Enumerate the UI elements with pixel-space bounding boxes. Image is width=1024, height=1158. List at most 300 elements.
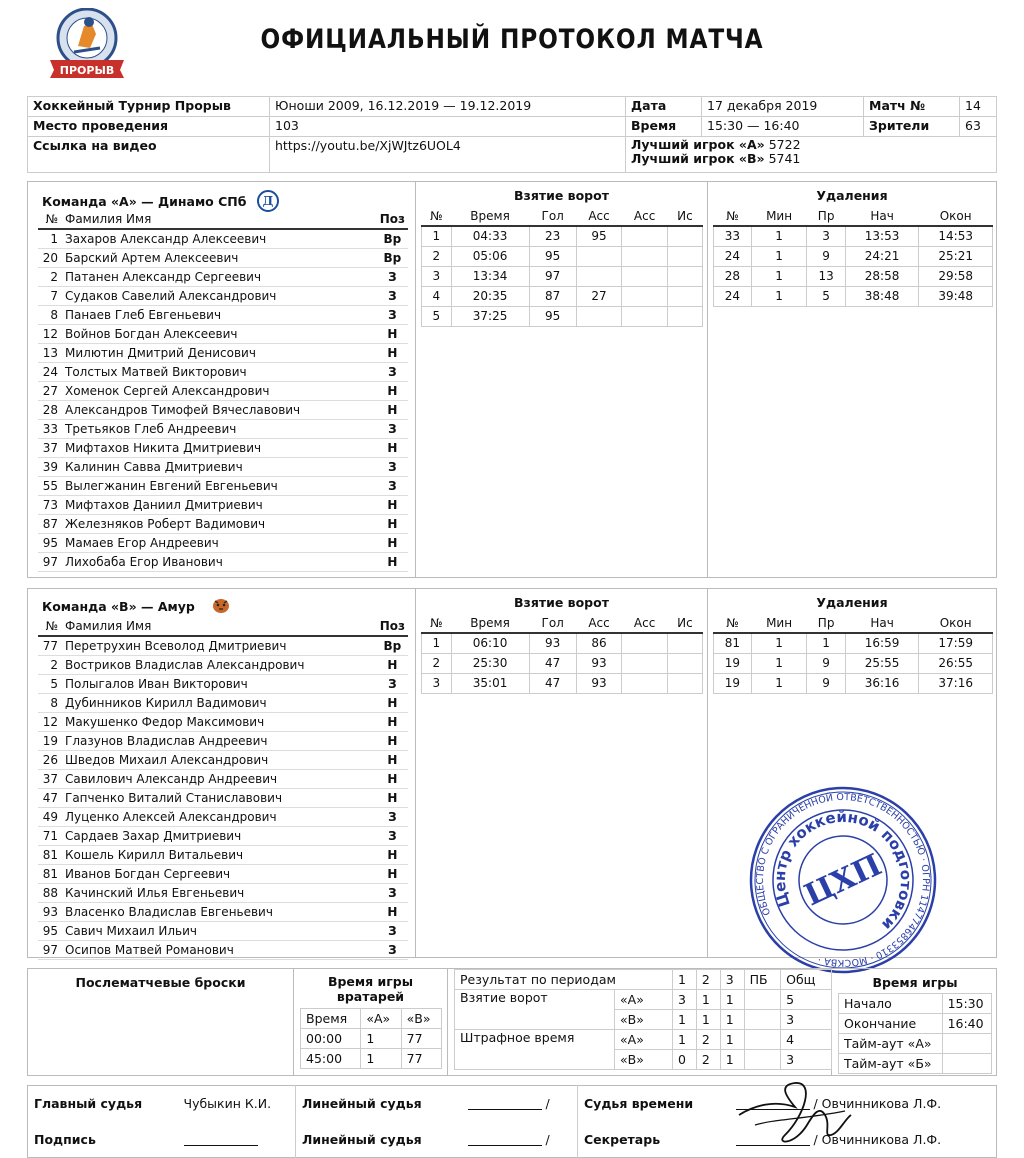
main-referee-label: Главный судья xyxy=(34,1096,143,1112)
player-name: Сардаев Захар Дмитриевич xyxy=(62,826,377,845)
team-b-name xyxy=(28,589,415,617)
player-name: Шведов Михаил Александрович xyxy=(62,750,377,769)
goal-row-header-ass2: Асс xyxy=(622,206,668,226)
penalty-start: 25:55 xyxy=(845,653,919,673)
player-number: 28 xyxy=(38,400,62,419)
goal-time: 37:25 xyxy=(451,306,529,326)
video-label: Ссылка на видео xyxy=(28,137,270,173)
goal-row-header xyxy=(422,206,703,226)
penalty-row xyxy=(714,653,993,673)
goalie-time-header-cell: Время xyxy=(301,1009,361,1029)
goal-row-header-time: Время xyxy=(451,206,529,226)
period-value: 1 xyxy=(696,990,720,1010)
signature-value xyxy=(178,1122,296,1158)
goal-scorer: 93 xyxy=(529,633,576,653)
goal-number: 1 xyxy=(422,226,452,246)
venue-label: Место проведения xyxy=(28,117,270,137)
player-name: Власенко Владислав Евгеньевич xyxy=(62,902,377,921)
goal-is xyxy=(667,226,702,246)
penalty-row-header-min: Мин xyxy=(751,206,807,226)
player-row xyxy=(38,362,408,381)
team-b-goals-table xyxy=(421,613,703,694)
goalie-time-header-cell: «А» xyxy=(361,1009,401,1029)
penalty-row-header-min: Мин xyxy=(751,613,807,633)
penalty-start: 13:53 xyxy=(845,226,919,246)
period-value: 1 xyxy=(720,1050,744,1070)
time-label: Время xyxy=(626,117,702,137)
period-value xyxy=(744,1050,781,1070)
goalie-time-table xyxy=(300,1008,442,1069)
period-value: 1 xyxy=(720,990,744,1010)
player-number: 13 xyxy=(38,343,62,362)
period-header-cell: 2 xyxy=(696,970,720,990)
dynamo-logo-icon xyxy=(257,190,279,212)
penalties-title: Удаления xyxy=(816,595,888,610)
penalty-player: 24 xyxy=(714,286,752,306)
player-position: З xyxy=(377,362,408,381)
amur-tiger-logo-icon xyxy=(211,597,231,615)
end-value: 16:40 xyxy=(942,1014,991,1034)
period-value: 2 xyxy=(696,1030,720,1050)
goal-scorer: 95 xyxy=(529,306,576,326)
best-a-value: 5722 xyxy=(768,137,801,152)
goal-row-header-time: Время xyxy=(451,613,529,633)
goalie-time-row xyxy=(301,1029,442,1049)
team-a-name xyxy=(28,182,415,210)
player-row xyxy=(38,324,408,343)
player-name: Третьяков Глеб Андреевич xyxy=(62,419,377,438)
penalty-minutes: 1 xyxy=(751,633,807,653)
penalty-end: 29:58 xyxy=(919,266,993,286)
player-position: Н xyxy=(377,750,408,769)
player-position: Н xyxy=(377,845,408,864)
player-row xyxy=(38,457,408,476)
player-number: 88 xyxy=(38,883,62,902)
penalty-row-header-end: Окон xyxy=(919,206,993,226)
team-a-goals-table xyxy=(421,206,703,327)
period-team: «В» xyxy=(615,1050,673,1070)
goal-row xyxy=(422,653,703,673)
period-value xyxy=(744,1010,781,1030)
player-name: Иванов Богдан Сергеевич xyxy=(62,864,377,883)
player-position: Н xyxy=(377,324,408,343)
player-number: 81 xyxy=(38,845,62,864)
goal-assist-1: 93 xyxy=(576,673,622,693)
start-label: Начало xyxy=(839,994,943,1014)
player-row xyxy=(38,712,408,731)
goal-time: 20:35 xyxy=(451,286,529,306)
goalie-time-cell: 77 xyxy=(401,1029,441,1049)
player-position: З xyxy=(377,921,408,940)
penalty-row-header-pr: Пр xyxy=(807,206,845,226)
team-a-roster xyxy=(28,182,416,577)
player-row xyxy=(38,419,408,438)
player-name: Кошель Кирилл Витальевич xyxy=(62,845,377,864)
roster-header-row xyxy=(38,210,408,229)
period-team: «А» xyxy=(615,990,673,1010)
player-number: 93 xyxy=(38,902,62,921)
penalty-start: 28:58 xyxy=(845,266,919,286)
goal-time: 05:06 xyxy=(451,246,529,266)
penalty-reason: 13 xyxy=(807,266,845,286)
penalty-row xyxy=(714,286,993,306)
goal-assist-2 xyxy=(622,306,668,326)
goal-assist-2 xyxy=(622,286,668,306)
goalie-time-cell: 77 xyxy=(401,1049,441,1069)
roster-header-name: Фамилия Имя xyxy=(62,617,377,636)
goals-title: Взятие ворот xyxy=(514,595,609,610)
player-number: 47 xyxy=(38,788,62,807)
penalty-end: 37:16 xyxy=(919,673,993,693)
goal-row xyxy=(422,286,703,306)
venue-value: 103 xyxy=(270,117,626,137)
period-row xyxy=(455,1030,832,1050)
goals-title: Взятие ворот xyxy=(514,188,609,203)
penalty-row xyxy=(714,246,993,266)
penalty-row-header-num: № xyxy=(714,613,752,633)
penalty-end: 14:53 xyxy=(919,226,993,246)
roster-header-row xyxy=(38,617,408,636)
player-position: Н xyxy=(377,864,408,883)
player-position: З xyxy=(377,826,408,845)
penalty-row xyxy=(714,673,993,693)
player-position: Вр xyxy=(377,248,408,267)
goal-assist-1 xyxy=(576,266,622,286)
goal-is xyxy=(667,286,702,306)
date-label: Дата xyxy=(626,97,702,117)
player-name: Хоменок Сергей Александрович xyxy=(62,381,377,400)
penalty-player: 19 xyxy=(714,673,752,693)
player-name: Судаков Савелий Александрович xyxy=(62,286,377,305)
player-row xyxy=(38,381,408,400)
player-name: Железняков Роберт Вадимович xyxy=(62,514,377,533)
player-row xyxy=(38,864,408,883)
penalty-reason: 1 xyxy=(807,633,845,653)
goal-assist-2 xyxy=(622,673,668,693)
goalie-time-cell: 1 xyxy=(361,1049,401,1069)
player-row xyxy=(38,552,408,571)
timeout-b-value xyxy=(942,1054,991,1074)
goal-assist-1 xyxy=(576,246,622,266)
player-name: Савич Михаил Ильич xyxy=(62,921,377,940)
player-position: Н xyxy=(377,343,408,362)
penalty-player: 81 xyxy=(714,633,752,653)
goal-assist-2 xyxy=(622,653,668,673)
penalty-minutes: 1 xyxy=(751,266,807,286)
goal-row-header-num: № xyxy=(422,206,452,226)
player-number: 37 xyxy=(38,769,62,788)
game-time-table xyxy=(838,993,992,1074)
match-info-table xyxy=(27,96,997,173)
player-number: 24 xyxy=(38,362,62,381)
goal-row-header-goal: Гол xyxy=(529,613,576,633)
goal-number: 5 xyxy=(422,306,452,326)
period-header-cell: 1 xyxy=(672,970,696,990)
player-number: 97 xyxy=(38,552,62,571)
secretary-label: Секретарь xyxy=(584,1131,661,1147)
goal-row-header-ass1: Асс xyxy=(576,206,622,226)
page-title: ОФИЦИАЛЬНЫЙ ПРОТОКОЛ МАТЧА xyxy=(260,24,764,55)
player-name: Калинин Савва Дмитриевич xyxy=(62,457,377,476)
roster-header-num: № xyxy=(38,210,62,229)
goal-assist-1: 27 xyxy=(576,286,622,306)
player-position: З xyxy=(377,476,408,495)
period-value: 1 xyxy=(720,1010,744,1030)
period-value: 3 xyxy=(781,1010,832,1030)
penalty-end: 39:48 xyxy=(919,286,993,306)
player-name: Захаров Александр Алексеевич xyxy=(62,229,377,248)
player-position: Н xyxy=(377,552,408,571)
player-number: 5 xyxy=(38,674,62,693)
player-number: 55 xyxy=(38,476,62,495)
penalty-player: 28 xyxy=(714,266,752,286)
period-goals-label: Взятие ворот xyxy=(455,990,615,1030)
penalty-start: 38:48 xyxy=(845,286,919,306)
player-name: Перетрухин Всеволод Дмитриевич xyxy=(62,636,377,655)
player-position: З xyxy=(377,883,408,902)
player-number: 19 xyxy=(38,731,62,750)
player-row xyxy=(38,438,408,457)
goal-assist-1: 95 xyxy=(576,226,622,246)
player-number: 37 xyxy=(38,438,62,457)
team-b-penalties-table xyxy=(713,613,993,694)
player-position: Н xyxy=(377,400,408,419)
player-position: Н xyxy=(377,495,408,514)
player-row xyxy=(38,826,408,845)
penalty-row xyxy=(714,266,993,286)
goal-is xyxy=(667,306,702,326)
player-row xyxy=(38,248,408,267)
period-value: 1 xyxy=(672,1010,696,1030)
player-position: Н xyxy=(377,533,408,552)
goal-assist-2 xyxy=(622,246,668,266)
best-b-label: Лучший игрок «В» xyxy=(631,151,765,166)
goal-number: 3 xyxy=(422,673,452,693)
goal-time: 25:30 xyxy=(451,653,529,673)
goal-row xyxy=(422,246,703,266)
penalty-row xyxy=(714,226,993,246)
game-time-title: Время игры xyxy=(872,975,958,990)
goalie-time-section xyxy=(294,969,448,1075)
player-position: З xyxy=(377,419,408,438)
goal-row-header-ass1: Асс xyxy=(576,613,622,633)
roster-header-pos: Поз xyxy=(377,210,408,229)
goal-time: 06:10 xyxy=(451,633,529,653)
goal-assist-2 xyxy=(622,226,668,246)
penalty-start: 36:16 xyxy=(845,673,919,693)
period-value xyxy=(744,1030,781,1050)
player-position: Вр xyxy=(377,636,408,655)
team-a-block xyxy=(27,181,997,578)
main-referee-value: Чубыкин К.И. xyxy=(178,1086,296,1122)
player-number: 49 xyxy=(38,807,62,826)
player-row xyxy=(38,476,408,495)
goal-assist-2 xyxy=(622,633,668,653)
player-position: З xyxy=(377,305,408,324)
shootout-section xyxy=(28,969,294,1075)
goal-scorer: 47 xyxy=(529,673,576,693)
goalie-time-header xyxy=(301,1009,442,1029)
goal-row xyxy=(422,633,703,653)
player-name: Вылегжанин Евгений Евгеньевич xyxy=(62,476,377,495)
player-name: Александров Тимофей Вячеславович xyxy=(62,400,377,419)
player-name: Панаев Глеб Евгеньевич xyxy=(62,305,377,324)
player-name: Лихобаба Егор Иванович xyxy=(62,552,377,571)
periods-title: Результат по периодам xyxy=(455,970,673,990)
period-header-cell: ПБ xyxy=(744,970,781,990)
period-header-cell: Общ xyxy=(781,970,832,990)
video-value[interactable] xyxy=(270,137,626,173)
penalty-player: 24 xyxy=(714,246,752,266)
team-a-penalties xyxy=(708,182,996,577)
penalty-reason: 5 xyxy=(807,286,845,306)
player-number: 33 xyxy=(38,419,62,438)
timeout-a-label: Тайм-аут «А» xyxy=(839,1034,943,1054)
penalty-end: 26:55 xyxy=(919,653,993,673)
goal-assist-2 xyxy=(622,266,668,286)
penalty-minutes: 1 xyxy=(751,653,807,673)
line-referee-2-label: Линейный судья xyxy=(302,1131,422,1147)
player-row xyxy=(38,267,408,286)
goal-scorer: 97 xyxy=(529,266,576,286)
goal-row-header xyxy=(422,613,703,633)
player-position: З xyxy=(377,940,408,959)
player-row xyxy=(38,883,408,902)
start-value: 15:30 xyxy=(942,994,991,1014)
player-row xyxy=(38,902,408,921)
player-position: Н xyxy=(377,731,408,750)
video-link[interactable]: https://youtu.be/XjWJtz6UOL4 xyxy=(275,138,461,153)
player-number: 20 xyxy=(38,248,62,267)
player-number: 2 xyxy=(38,267,62,286)
player-row xyxy=(38,343,408,362)
player-position: Н xyxy=(377,788,408,807)
player-number: 95 xyxy=(38,533,62,552)
player-name: Мамаев Егор Андреевич xyxy=(62,533,377,552)
team-b-goals xyxy=(416,589,708,957)
player-name: Луценко Алексей Александрович xyxy=(62,807,377,826)
player-position: З xyxy=(377,267,408,286)
end-label: Окончание xyxy=(839,1014,943,1034)
period-team: «В» xyxy=(615,1010,673,1030)
team-a-penalties-table xyxy=(713,206,993,307)
period-value xyxy=(744,990,781,1010)
player-position: Н xyxy=(377,712,408,731)
goal-time: 35:01 xyxy=(451,673,529,693)
player-row xyxy=(38,693,408,712)
player-row xyxy=(38,845,408,864)
player-row xyxy=(38,940,408,959)
date-value: 17 декабря 2019 xyxy=(702,97,864,117)
handwritten-signature xyxy=(735,1075,855,1155)
player-name: Полыгалов Иван Викторович xyxy=(62,674,377,693)
goal-number: 1 xyxy=(422,633,452,653)
player-position: Н xyxy=(377,693,408,712)
match-value: 14 xyxy=(960,97,997,117)
periods-section xyxy=(454,969,832,1075)
roster-header-pos: Поз xyxy=(377,617,408,636)
penalty-minutes: 1 xyxy=(751,673,807,693)
goal-row-header-num: № xyxy=(422,613,452,633)
goal-number: 2 xyxy=(422,653,452,673)
player-row xyxy=(38,921,408,940)
period-value: 1 xyxy=(696,1010,720,1030)
team-a-roster-table xyxy=(38,210,408,572)
summary-block xyxy=(27,968,997,1076)
player-name: Востриков Владислав Александрович xyxy=(62,655,377,674)
player-number: 97 xyxy=(38,940,62,959)
time-referee-value: / Овчинникова Л.Ф. xyxy=(730,1086,997,1122)
roster-header-num: № xyxy=(38,617,62,636)
player-number: 71 xyxy=(38,826,62,845)
player-number: 12 xyxy=(38,324,62,343)
goal-is xyxy=(667,246,702,266)
period-value: 5 xyxy=(781,990,832,1010)
secretary-value: / Овчинникова Л.Ф. xyxy=(730,1122,997,1158)
penalty-row-header xyxy=(714,206,993,226)
team-b-name-text: Команда «В» — Амур xyxy=(42,599,195,614)
player-number: 27 xyxy=(38,381,62,400)
line-referee-1-label: Линейный судья xyxy=(302,1096,422,1112)
spectators-label: Зрители xyxy=(864,117,960,137)
player-position: Вр xyxy=(377,229,408,248)
period-value: 3 xyxy=(672,990,696,1010)
player-number: 77 xyxy=(38,636,62,655)
player-position: З xyxy=(377,286,408,305)
goal-assist-1 xyxy=(576,306,622,326)
penalty-end: 25:21 xyxy=(919,246,993,266)
player-row xyxy=(38,769,408,788)
period-value: 3 xyxy=(781,1050,832,1070)
player-name: Толстых Матвей Викторович xyxy=(62,362,377,381)
team-a-name-text: Команда «А» — Динамо СПб xyxy=(42,194,247,209)
player-name: Мифтахов Даниил Дмитриевич xyxy=(62,495,377,514)
player-name: Савилович Александр Андреевич xyxy=(62,769,377,788)
goalie-time-title: Время игры вратарей xyxy=(327,974,414,1004)
stamp-center-text: ЦХП xyxy=(799,847,888,914)
goal-scorer: 23 xyxy=(529,226,576,246)
player-row xyxy=(38,514,408,533)
penalties-title: Удаления xyxy=(816,188,888,203)
period-value: 0 xyxy=(672,1050,696,1070)
goal-number: 3 xyxy=(422,266,452,286)
goal-row-header-goal: Гол xyxy=(529,206,576,226)
player-row xyxy=(38,533,408,552)
penalty-reason: 9 xyxy=(807,673,845,693)
player-row xyxy=(38,674,408,693)
goal-row xyxy=(422,306,703,326)
player-position: З xyxy=(377,457,408,476)
penalty-start: 16:59 xyxy=(845,633,919,653)
player-row xyxy=(38,731,408,750)
player-number: 7 xyxy=(38,286,62,305)
player-row xyxy=(38,788,408,807)
period-team: «А» xyxy=(615,1030,673,1050)
timeout-b-label: Тайм-аут «Б» xyxy=(839,1054,943,1074)
player-number: 73 xyxy=(38,495,62,514)
player-number: 2 xyxy=(38,655,62,674)
period-row xyxy=(455,990,832,1010)
player-row xyxy=(38,495,408,514)
player-row xyxy=(38,750,408,769)
logo-ribbon-text: ПРОРЫВ xyxy=(59,64,115,77)
player-name: Милютин Дмитрий Денисович xyxy=(62,343,377,362)
organization-stamp xyxy=(748,785,938,975)
best-a-label: Лучший игрок «А» xyxy=(631,137,765,152)
player-number: 8 xyxy=(38,305,62,324)
roster-header-name: Фамилия Имя xyxy=(62,210,377,229)
period-penalty-label: Штрафное время xyxy=(455,1030,615,1070)
